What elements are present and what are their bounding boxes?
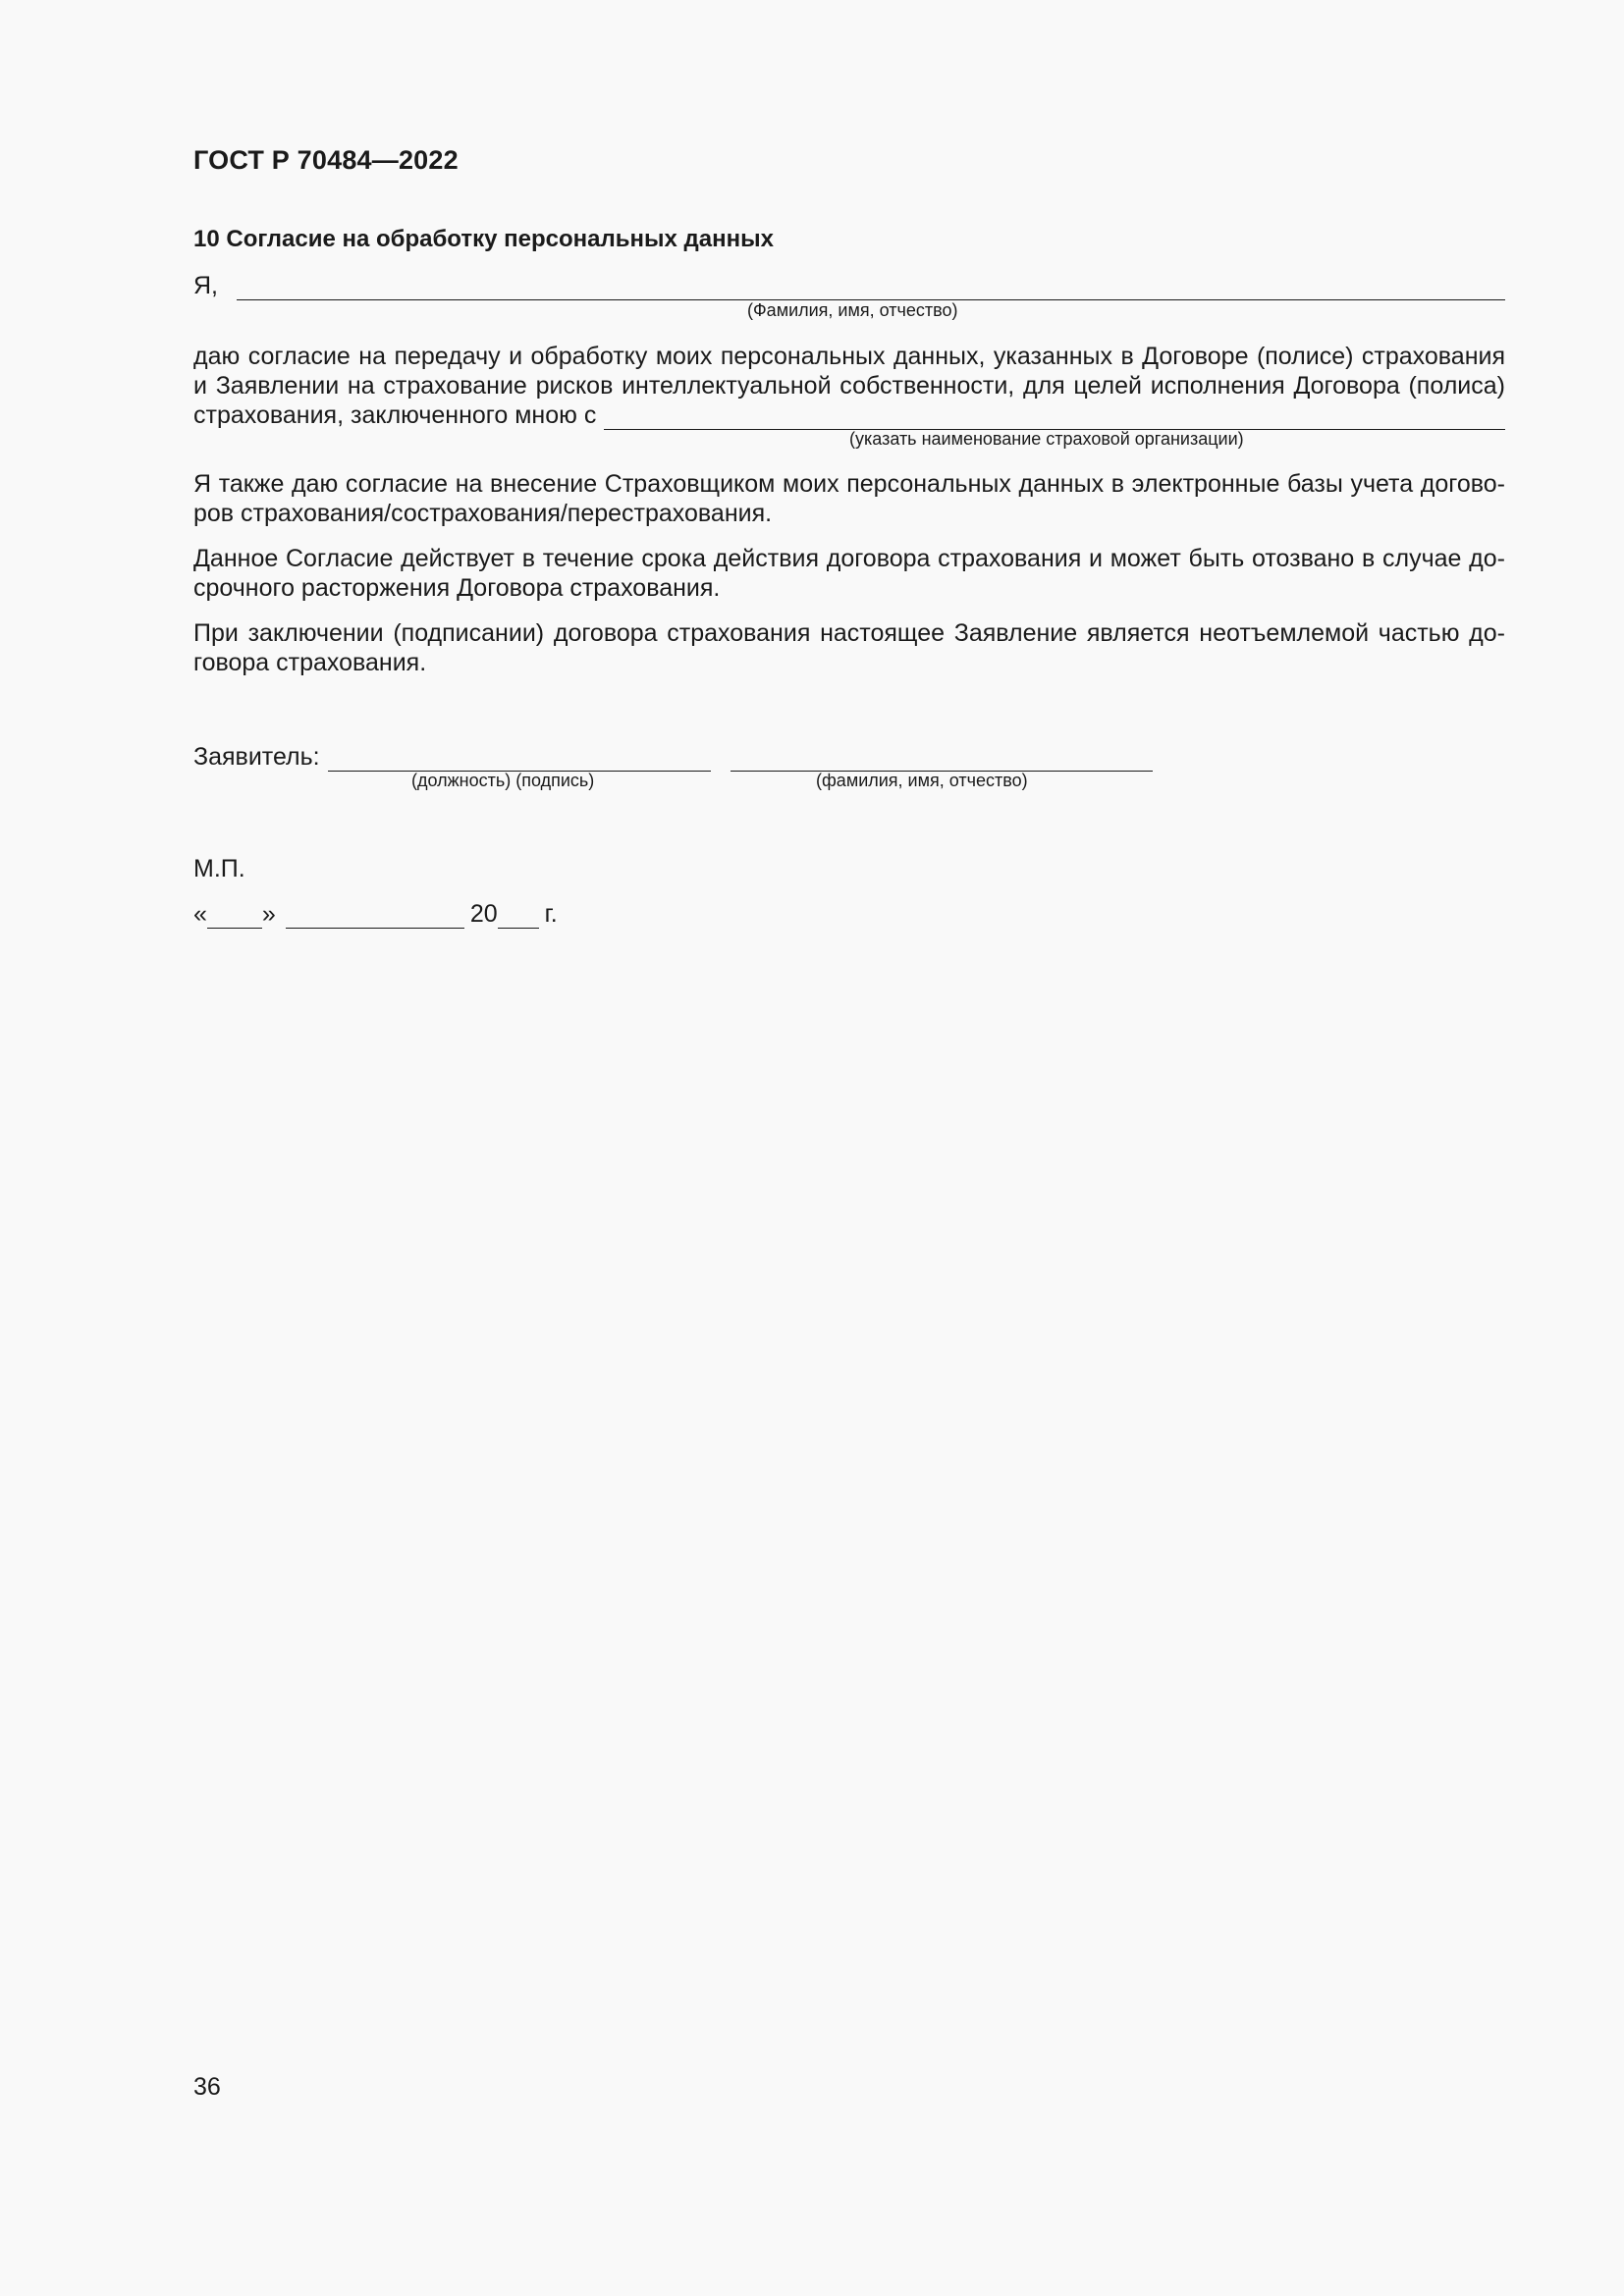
date-day-blank[interactable] bbox=[207, 900, 262, 929]
applicant-fullname-blank[interactable] bbox=[731, 743, 1153, 772]
consent-line-1: даю согласие на передачу и обработку моих персональных данных, указанных в Договоре (полисе) страхования bbox=[193, 343, 1505, 370]
date-year-blank[interactable] bbox=[498, 900, 539, 929]
paragraph-2-line-2: срочного расторжения Договора страхования. bbox=[193, 574, 721, 602]
position-signature-blank[interactable] bbox=[328, 743, 711, 772]
document-code: ГОСТ Р 70484—2022 bbox=[193, 145, 459, 175]
date-month-blank[interactable] bbox=[286, 900, 464, 929]
date-year-prefix: 20 bbox=[469, 900, 498, 928]
paragraph-3-line-1: При заключении (подписании) договора страхования настоящее Заявление является неотъемлемой частью до- bbox=[193, 619, 1505, 647]
paragraph-1-line-2: ров страхования/сострахования/перестрахования. bbox=[193, 500, 773, 527]
signature-row bbox=[193, 740, 1156, 772]
stamp-label: М.П. bbox=[193, 855, 245, 882]
date-open-quote: « bbox=[193, 900, 207, 928]
applicant-name-hint: (Фамилия, имя, отчество) bbox=[747, 300, 958, 320]
insurer-row bbox=[193, 399, 1505, 430]
section-title: 10 Согласие на обработку персональных данных bbox=[193, 226, 774, 252]
position-signature-hint: (должность) (подпись) bbox=[411, 771, 595, 790]
insurer-label: страхования, заключенного мною с bbox=[193, 401, 597, 429]
document-page bbox=[193, 0, 1505, 2296]
applicant-name-blank[interactable] bbox=[237, 272, 1505, 300]
paragraph-1-line-1: Я также даю согласие на внесение Страховщиком моих персональных данных в электронные базы учета догово- bbox=[193, 470, 1505, 498]
insurer-name-blank[interactable] bbox=[604, 401, 1505, 430]
consent-line-2: и Заявлении на страхование рисков интеллектуальной собственности, для целей исполнения Договора (полиса) bbox=[193, 372, 1505, 400]
date-year-suffix: г. bbox=[544, 900, 558, 928]
date-close-quote: » bbox=[261, 900, 276, 928]
applicant-label: Я, bbox=[193, 272, 218, 299]
date-row bbox=[193, 897, 684, 929]
applicant-fullname-hint: (фамилия, имя, отчество) bbox=[816, 771, 1028, 790]
page-number: 36 bbox=[193, 2073, 221, 2101]
paragraph-3-line-2: говора страхования. bbox=[193, 649, 427, 676]
insurer-name-hint: (указать наименование страховой организации) bbox=[849, 429, 1244, 449]
applicant-name-row bbox=[193, 269, 1505, 300]
paragraph-2-line-1: Данное Согласие действует в течение срока действия договора страхования и может быть отозвано в случае до- bbox=[193, 545, 1505, 572]
applicant-signature-label: Заявитель: bbox=[193, 743, 320, 771]
